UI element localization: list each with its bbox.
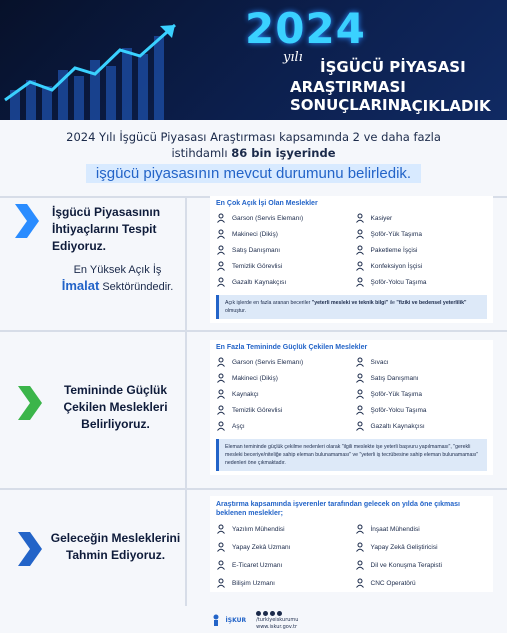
occupation-label: Makineci (Dikiş) <box>232 374 278 382</box>
chevron-right-icon <box>15 204 39 238</box>
section3-card <box>210 496 493 592</box>
welding-icon <box>355 421 365 431</box>
sales-icon <box>355 373 365 383</box>
instagram-icon[interactable] <box>263 611 268 616</box>
welding-icon <box>216 389 226 399</box>
section1-note-pre: Açık işlerde en fazla aranan beceriler <box>225 300 311 306</box>
bus-icon <box>355 277 365 287</box>
section2-title: Temininde Güçlük Çekilen Meslekleri Belirliyoruz. <box>63 383 168 431</box>
vertical-divider <box>185 196 187 606</box>
occupation-label: Aşçı <box>232 422 245 430</box>
occupation-label: Bilişim Uzmanı <box>232 579 275 587</box>
occupation-item <box>355 405 488 415</box>
section1-subtitle <box>50 262 185 295</box>
ai-icon <box>216 542 226 552</box>
occupation-label: Temizlik Görevlisi <box>232 406 283 414</box>
section1-card-title: En Çok Açık İşi Olan Meslekler <box>216 200 318 207</box>
occupation-label: Yazılım Mühendisi <box>232 525 285 533</box>
garment-icon <box>355 261 365 271</box>
section3-occupation-list <box>216 524 487 588</box>
section1-note-q2: "fiziki ve bedensel yeterlilik" <box>396 300 467 306</box>
occupation-label: Konfeksiyon İşçisi <box>370 262 423 270</box>
section1-note-post: olmuştur. <box>225 308 247 314</box>
occupation-label: Gazaltı Kaynakçısı <box>232 278 287 286</box>
occupation-item <box>216 213 349 223</box>
social-icons <box>256 611 298 616</box>
cleaning-icon <box>216 405 226 415</box>
occupation-item <box>216 421 349 431</box>
sewing-icon <box>216 373 226 383</box>
occupation-label: Paketleme İşçisi <box>370 246 418 254</box>
section1-title: İşgücü Piyasasının İhtiyaçlarını Tespit Ediyoruz. <box>52 205 161 253</box>
occupation-label: Şoför-Yolcu Taşıma <box>370 406 427 414</box>
section1-card <box>210 196 493 323</box>
intro-highlight: işgücü piyasasının mevcut durumunu belirledik. <box>86 164 421 183</box>
intro-line2-text: istihdamlı <box>171 146 228 160</box>
occupation-label: Garson (Servis Elemanı) <box>232 214 304 222</box>
occupation-item <box>355 357 488 367</box>
occupation-item <box>216 229 349 239</box>
sales-icon <box>216 245 226 255</box>
intro-block <box>0 120 507 183</box>
section2-card-title: En Fazla Temininde Güçlük Çekilen Meslekler <box>216 344 368 351</box>
social-links <box>256 611 298 630</box>
occupation-item <box>355 373 488 383</box>
intro-line2 <box>0 146 507 160</box>
occupation-label: Satış Danışmanı <box>232 246 281 254</box>
growth-chart-icon <box>0 0 230 120</box>
section2-card <box>210 340 493 475</box>
ai-dev-icon <box>355 542 365 552</box>
intro-line1: 2024 Yılı İşgücü Piyasası Araştırması kapsamında 2 ve daha fazla <box>66 130 441 144</box>
occupation-label: CNC Operatörü <box>370 579 416 587</box>
occupation-label: Gazaltı Kaynakçısı <box>370 422 425 430</box>
occupation-item <box>355 245 488 255</box>
waiter-icon <box>216 357 226 367</box>
sewing-icon <box>216 229 226 239</box>
occupation-label: Garson (Servis Elemanı) <box>232 358 304 366</box>
truck-icon <box>355 229 365 239</box>
occupation-label: Dil ve Konuşma Terapisti <box>370 561 442 569</box>
section-divider <box>0 330 507 332</box>
cart-icon <box>216 560 226 570</box>
social-handle[interactable]: /turkiyeiskurumu <box>256 616 299 623</box>
occupation-item <box>355 389 488 399</box>
header-title-line2: ARAŞTIRMASI SONUÇLARINI <box>290 78 406 114</box>
facebook-icon[interactable] <box>256 611 261 616</box>
occupation-label: Sıvacı <box>370 358 389 366</box>
it-icon <box>216 578 226 588</box>
section-divider <box>0 488 507 490</box>
section1-sub-post: Sektöründedir. <box>102 281 174 293</box>
cashier-icon <box>355 213 365 223</box>
cnc-icon <box>355 578 365 588</box>
occupation-label: Satış Danışmanı <box>370 374 419 382</box>
header-title-line1: İŞGÜCÜ PİYASASI <box>320 58 466 76</box>
occupation-label: Makineci (Dikiş) <box>232 230 278 238</box>
header-title-line3: AÇIKLADIK <box>400 97 491 115</box>
occupation-item <box>216 542 349 552</box>
occupation-item <box>216 560 349 570</box>
waiter-icon <box>216 213 226 223</box>
website-link[interactable]: www.iskur.gov.tr <box>256 623 298 630</box>
occupation-item <box>216 277 349 287</box>
occupation-item <box>355 277 488 287</box>
chevron-right-icon <box>18 386 42 420</box>
occupation-label: Kasiyer <box>370 214 393 222</box>
iskur-logo <box>209 613 247 627</box>
footer <box>0 607 507 633</box>
section1-note-q1: "yeterli mesleki ve teknik bilgi" <box>311 300 389 306</box>
bus-icon <box>355 405 365 415</box>
occupation-item <box>355 229 488 239</box>
occupation-item <box>216 405 349 415</box>
section1-sub-pre: En Yüksek Açık İş <box>73 264 162 276</box>
occupation-label: Kaynakçı <box>232 390 259 398</box>
iskur-logo-icon <box>209 613 223 627</box>
chevron-right-icon <box>18 532 42 566</box>
youtube-icon[interactable] <box>277 611 282 616</box>
occupation-label: İnşaat Mühendisi <box>370 525 420 533</box>
intro-line2-bold: 86 bin işyerinde <box>231 146 336 160</box>
occupation-label: E-Ticaret Uzmanı <box>232 561 283 569</box>
occupation-label: Şoför-Yük Taşıma <box>370 390 423 398</box>
x-icon[interactable] <box>270 611 275 616</box>
occupation-label: Şoför-Yolcu Taşıma <box>370 278 427 286</box>
header-yili: yılı <box>283 50 303 65</box>
laptop-icon <box>216 524 226 534</box>
occupation-item <box>216 373 349 383</box>
occupation-label: Temizlik Görevlisi <box>232 262 283 270</box>
welding-icon <box>216 277 226 287</box>
occupation-item <box>216 357 349 367</box>
occupation-item <box>355 524 488 534</box>
occupation-item <box>355 542 488 552</box>
occupation-label: Yapay Zekâ Uzmanı <box>232 543 291 551</box>
section2-occupation-list <box>216 357 487 431</box>
occupation-item <box>355 261 488 271</box>
occupation-item <box>216 389 349 399</box>
section1-sub-highlight: İmalat <box>61 278 100 293</box>
speech-icon <box>355 560 365 570</box>
section3-title: Geleceğin Mesleklerini Tahmin Ediyoruz. <box>50 531 181 562</box>
section3-card-title: Araştırma kapsamında işverenler tarafından gelecek on yılda öne çıkması beklenen meslekler; <box>216 501 460 517</box>
occupation-label: Şoför-Yük Taşıma <box>370 230 423 238</box>
occupation-item <box>355 213 488 223</box>
section1-note-mid: ile <box>389 300 395 306</box>
section1-note <box>216 295 487 319</box>
plaster-icon <box>355 357 365 367</box>
cleaning-icon <box>216 261 226 271</box>
header-banner <box>0 0 507 120</box>
occupation-item <box>216 524 349 534</box>
occupation-label: Yapay Zekâ Geliştiricisi <box>370 543 438 551</box>
package-icon <box>355 245 365 255</box>
section1-occupation-list <box>216 213 487 287</box>
header-year: 2024 <box>245 4 366 53</box>
occupation-item <box>216 261 349 271</box>
truck-icon <box>355 389 365 399</box>
iskur-logo-text: İŞKUR <box>225 616 247 624</box>
helmet-icon <box>355 524 365 534</box>
occupation-item <box>355 421 488 431</box>
occupation-item <box>355 560 488 570</box>
occupation-item <box>216 578 349 588</box>
occupation-item <box>216 245 349 255</box>
occupation-item <box>355 578 488 588</box>
section2-note: Eleman temininde güçlük çekilme nedenleri olarak "ilgili meslekte işe yeterli başvuru yapılmaması", "gerekli mesleki beceriye/niteliğe sahip eleman bulunamaması" ve "yeterli iş tecrübesine sahip eleman bulunamaması" nedenleri öne çıkmaktadır. <box>216 439 487 471</box>
chef-icon <box>216 421 226 431</box>
